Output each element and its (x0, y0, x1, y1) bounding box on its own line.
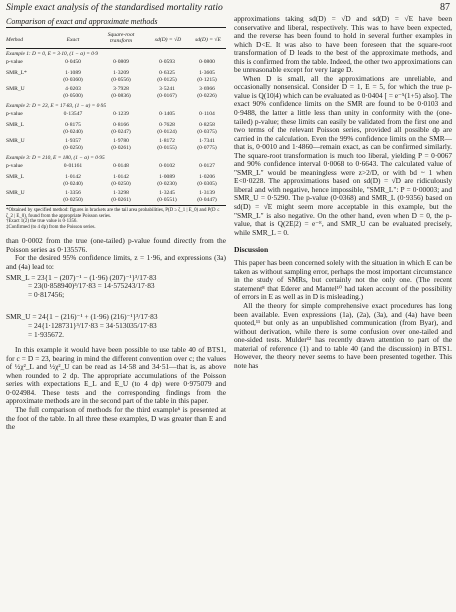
cell-sd-e: 0·0800 (199, 59, 215, 65)
cell-exact (54, 174, 92, 187)
table-row (6, 69, 226, 85)
cell-sqrt (102, 86, 140, 99)
cell-exact (54, 70, 92, 83)
cell-sqrt (102, 174, 140, 187)
cell-value: 1·0089 (159, 174, 175, 180)
cell-value: 0·7628 (159, 122, 175, 128)
row-method: p-value (6, 59, 23, 65)
formula-smr-u (6, 313, 226, 339)
cell-prob: (0·0230) (157, 180, 177, 187)
cell-value: 0·6325 (159, 70, 175, 76)
col-header-sqrt-line2: transform (109, 38, 133, 44)
cell-prob: (0·0360) (63, 76, 83, 83)
row-method: SMR_L (6, 174, 25, 180)
cell-prob: (0·0125) (157, 76, 177, 83)
cell-value: 1·3356 (65, 190, 81, 196)
cell-exact (54, 86, 92, 99)
table-body (6, 51, 226, 205)
paragraph: In this example it would have been possible to use table 40 of BTS1, for c = D = 23, bearing in mind the different convention over c; the values of ½χ²_L and ½χ²_U can be read as 14·58 and 34·51—that is, as above when rounded to 2 dp. The appropriate accumulations of the Poisson series with expectations E_L and E_U (to 4 dp) were 0·975079 and 0·024984. These tests and the corresponding findings from the approximate methods are in the second part of the table in this paper. (6, 345, 226, 406)
footnote: †Exact 1(2) the true value is 0·1356. (6, 219, 78, 225)
cell-prob: (0·0167) (157, 92, 177, 99)
table-bottom-rule (6, 205, 226, 206)
cell-prob: (0·0240) (63, 180, 83, 187)
cell-sd-d (148, 70, 186, 83)
row-method: SMR_U (6, 86, 25, 92)
cell-prob: (0·0375) (197, 128, 217, 135)
paragraph: than 0·0002 from the true (one-tailed) p-value found directly from the Poisson series as 0·135576. (6, 236, 226, 254)
cell-prob: (0·0240) (63, 128, 83, 135)
footnote: *Obtained by specified method: figures in brackets are the tail area probabilities, P(D ≥ ζ_1 | E_0) and P(D ≤ ζ_2 | E_0), found from the appropriate Poisson series. (6, 208, 220, 219)
cell-prob: (0·0124) (157, 128, 177, 135)
table-row (6, 121, 226, 137)
cell-sqrt: 0·0809 (113, 59, 129, 65)
cell-exact (54, 190, 92, 203)
cell-sqrt (102, 122, 140, 135)
cell-value: 0·8175 (65, 122, 81, 128)
example-heading: Example 1: D = 0, E = 3·10, (1 − α) = 0·9 (6, 51, 98, 57)
col-header-sd-d: sd(D) = √D (154, 37, 182, 43)
table-caption: Comparison of exact and approximate methods (6, 17, 158, 26)
paragraph: When D is small, all the approximations are unreliable, and occasionally nonsensical. Consider D = 1, E = 5, for which the true p-value is Q(10|4) which can be evaluated as 0·0404 [ = e⁻⁵(1+5) also]. The exact 90% confidence limits on the SMR are found to be 0·0103 and 0·9488, the latter a little less than unity in conformity with the (one-tailed) p-value; these limits can easily be validated from the first one and two terms of the relevant Poisson series, provided all possible dp are carried in the calculation. Even the 99% confidence limits on the SMR—that is, 0·0010 and 1·4860—remain exact, as can be confirmed similarly. The square-root transformation is much too liberal, yielding P = 0·0067 and 90% confidence interval 0·0068 to 0·6643. The calculated value of "SMR_L" would be meaningless were z>2/D, or with bd ~ 1 when E<0·0228. The approximations based on sd(D) = √D are ridiculously liberal and with negative, hence impossible, "SMR_L": P = 0·00003; and SMR_U = 0·5290. The p-value (0·0368) and SMR_L (0·9356) based on sd(D) = √E might seem more acceptable in this example, but the "SMR_L" is also negative. On the other hand, even when D = 0, the p-value, that is Q(2E|2) = e⁻ᴱ, and SMR_U can be evaluated precisely, while SMR_L = 0. (234, 73, 452, 237)
cell-sqrt (102, 190, 140, 203)
cell-sd-d (148, 138, 186, 151)
row-method: p-value (6, 163, 23, 169)
footnote: ‡Confirmed (to 4 dp) from the Poisson series. (6, 224, 96, 230)
cell-sd-d (148, 86, 186, 99)
cell-prob: (0·0155) (157, 144, 177, 151)
cell-prob: (0·0836) (111, 92, 131, 99)
cell-sqrt (102, 70, 140, 83)
formula-line: = 24{1·128731}³/17·83 = 34·513035/17·83 (28, 320, 157, 330)
cell-sd-d (148, 122, 186, 135)
cell-sd-e (188, 174, 226, 187)
col-header-sd-e: sd(D) = √E (195, 37, 221, 43)
cell-value: 1·3209 (113, 70, 129, 76)
table-footnotes (6, 208, 226, 230)
cell-prob: (0·1215) (197, 76, 217, 83)
cell-sd-e (188, 138, 226, 151)
cell-prob: (0·0500) (63, 92, 83, 99)
cell-exact (54, 122, 92, 135)
cell-value: 1·9357 (65, 138, 81, 144)
cell-prob: (0·0775) (197, 144, 217, 151)
paragraph: This paper has been concerned solely with the situation in which E can be taken as without sampling error, perhaps the most important circumstance in the study of SMRs, but certainly not the only one. (The recent statement⁸ that Ederer and Mantel¹⁰ had taken account of the possibility of errors in E as well as in D is misleading.) (234, 258, 452, 302)
row-method: SMR_U (6, 138, 25, 144)
left-body-text-2 (6, 346, 226, 431)
cell-value: 1·9780 (113, 138, 129, 144)
col-header-method: Method (6, 37, 24, 43)
running-title: Simple exact analysis of the standardised mortality ratio (6, 2, 223, 13)
cell-sd-d (148, 174, 186, 187)
cell-exact (54, 138, 92, 151)
cell-sd-e (188, 70, 226, 83)
cell-sd-e (188, 86, 226, 99)
formula-line: SMR_L = 23{1 − (207)⁻¹ − (1·96) (207)⁻¹}³/17·83 (6, 272, 157, 282)
example-heading: Example 3: D = 210, E = 180, (1 − α) = 0·95 (6, 155, 105, 161)
cell-sd-d (148, 190, 186, 203)
cell-value: 3·7928 (113, 86, 129, 92)
cell-value: 1·8172 (159, 138, 175, 144)
cell-prob: (0·0250) (63, 144, 83, 151)
paragraph: All the theory for simple comprehensive exact procedures has long been available. Even expressions (1a), (2a), (3a), and (4a) have been quoted,¹¹ but only as an unpublished communication (from Byar), and without derivation, while there is some confusion over one-tailed and one-sided tests. Mulder¹² has recently drawn attention to part of the material of reference (1) and to table 40 (and the discussion) in BTS1. However, the theory never seems to have been presented together. This note has (234, 300, 452, 370)
cell-value: 1·1089 (65, 70, 81, 76)
col-header-exact: Exact (66, 37, 80, 43)
cell-prob: (0·0261) (111, 196, 131, 203)
table-row (6, 137, 226, 153)
row-method: SMR_L (6, 122, 25, 128)
left-body-text (6, 237, 226, 271)
formula-line: SMR_U = 24{1 − (216)⁻¹ + (1·96) (216)⁻¹}³/17·83 (6, 312, 158, 322)
cell-value: 1·3245 (159, 190, 175, 196)
table-header-rule (6, 48, 226, 49)
cell-exact: 0·0450 (65, 59, 81, 65)
cell-value: 1·0206 (199, 174, 215, 180)
cell-value: 3·6966 (199, 86, 215, 92)
row-method: p-value (6, 111, 23, 117)
cell-value: 1·0142 (113, 174, 129, 180)
cell-sqrt (102, 138, 140, 151)
row-method: SMR_L* (6, 70, 27, 76)
table-row (6, 173, 226, 189)
cell-value: 3·5241 (159, 86, 175, 92)
formula-smr-l (6, 274, 226, 300)
discussion-text (234, 259, 452, 370)
cell-sqrt: 0·1239 (113, 111, 129, 117)
cell-prob: (0·0305) (197, 180, 217, 187)
example-heading: Example 2: D = 23, E = 17·83, (1 − α) = 0·95 (6, 103, 107, 109)
formula-line: = 23(0·858940)³/17·83 = 14·575243/17·83 (28, 281, 155, 291)
paragraph: For the desired 95% confidence limits, z = 1·96, and expressions (3a) and (4a) lead to: (6, 253, 226, 272)
paragraph: The full comparison of methods for the third example⁶ is presented at the foot of the table. In all three these examples, D was greater than E and the (6, 404, 226, 432)
table-row (6, 162, 226, 173)
cell-sd-e: 0·1104 (199, 111, 215, 117)
cell-prob: (0·0261) (111, 144, 131, 151)
cell-value: 1·3139 (199, 190, 215, 196)
cell-value: 0·8166 (113, 122, 129, 128)
page-number: 87 (440, 2, 450, 13)
cell-exact: 0·13547 (63, 111, 83, 117)
cell-sd-e (188, 122, 226, 135)
table-header (6, 28, 226, 48)
cell-prob: (0·0250) (63, 196, 83, 203)
table-row (6, 85, 226, 101)
cell-sd-d: 0·0102 (159, 163, 175, 169)
col-header-sqrt (98, 32, 144, 44)
cell-prob: (0·0551) (157, 196, 177, 203)
cell-sqrt: 0·0148 (113, 163, 129, 169)
left-column (6, 15, 226, 432)
cell-prob: (0·0447) (197, 196, 217, 203)
cell-sd-d: 0·1405 (159, 111, 175, 117)
section-title-discussion: Discussion (234, 245, 269, 255)
table-row (6, 58, 226, 69)
cell-prob: (0·0556) (111, 76, 131, 83)
cell-value: 0·8258 (199, 122, 215, 128)
table-row (6, 189, 226, 205)
cell-prob: (0·0226) (197, 92, 217, 99)
cell-value: 1·3605 (199, 70, 215, 76)
formula-line: = 0·817456; (28, 289, 65, 299)
right-column (234, 15, 452, 370)
cell-exact: 0·01161 (63, 163, 83, 169)
running-head (6, 2, 450, 14)
table-row (6, 110, 226, 121)
col-header-sqrt-line1: Square-root (107, 32, 135, 38)
cell-sd-e: 0·0127 (199, 163, 215, 169)
cell-sd-e (188, 190, 226, 203)
cell-prob: (0·0250) (111, 180, 131, 187)
cell-value: 1·7341 (199, 138, 215, 144)
paragraph: approximations taking sd(D) = √D and sd(D) = √E have been conservative and liberal, respectively. This was to have been expected, and the reverse has been found to hold in several further examples in which D<E. It was also to have been foreseen that the square-root transformation of D leads to the best of the approximate methods, and this is confirmed from the table. Indeed, the other two approximations can be unreasonable except for very large D. (234, 14, 453, 75)
right-body-text (234, 15, 452, 237)
cell-value: 4·0203 (65, 86, 81, 92)
formula-line: = 1·935672. (28, 329, 64, 339)
cell-sd-d: 0·0593 (159, 59, 175, 65)
row-method: SMR_U (6, 190, 25, 196)
cell-value: 1·3298 (113, 190, 129, 196)
cell-prob: (0·0247) (111, 128, 131, 135)
cell-value: 1·0142 (65, 174, 81, 180)
